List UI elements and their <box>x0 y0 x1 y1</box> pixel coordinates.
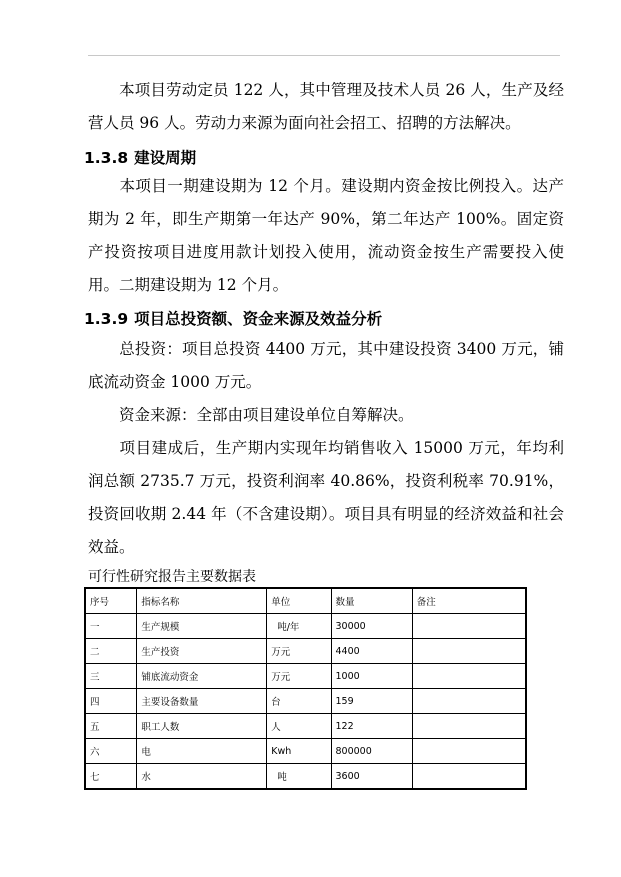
cell-unit: 吨 <box>267 764 331 790</box>
cell-remark <box>412 614 526 639</box>
cell-quantity: 122 <box>331 714 412 739</box>
cell-unit: 万元 <box>267 639 331 664</box>
cell-index: 七 <box>85 764 137 790</box>
table-row <box>85 739 526 764</box>
paragraph-funding-source <box>88 399 564 432</box>
paragraph-funding-source-text: 资金来源：全部由项目建设单位自筹解决。 <box>119 406 414 424</box>
paragraph-total-investment <box>88 333 564 399</box>
cell-remark <box>412 739 526 764</box>
cell-remark <box>412 639 526 664</box>
paragraph-construction <box>88 170 564 302</box>
cell-index: 二 <box>85 639 137 664</box>
cell-indicator: 主要设备数量 <box>137 689 267 714</box>
paragraph-benefit <box>88 432 564 564</box>
header-cell-index: 序号 <box>85 588 137 614</box>
header-rule <box>88 55 560 56</box>
cell-index: 三 <box>85 664 137 689</box>
cell-unit: 万元 <box>267 664 331 689</box>
table-header-row <box>85 588 526 614</box>
heading-title: 项目总投资额、资金来源及效益分析 <box>134 309 383 328</box>
cell-remark <box>412 714 526 739</box>
main-data-table <box>84 587 527 790</box>
paragraph-labor-text: 本项目劳动定员 122 人，其中管理及技术人员 26 人，生产及经营人员 96 人。劳动力来源为面向社会招工、招聘的方法解决。 <box>88 81 564 132</box>
cell-quantity: 1000 <box>331 664 412 689</box>
heading-number: 1.3.9 <box>84 310 129 328</box>
table-row <box>85 639 526 664</box>
cell-unit: Kwh <box>267 739 331 764</box>
cell-remark <box>412 689 526 714</box>
table-row <box>85 689 526 714</box>
heading-number: 1.3.8 <box>84 149 129 167</box>
table-row <box>85 764 526 790</box>
paragraph-construction-text: 本项目一期建设期为 12 个月。建设期内资金按比例投入。达产期为 2 年，即生产期第一年达产 90%，第二年达产 100%。固定资产投资按项目进度用款计划投入使用，流动资金按生产需要投入使用。二期建设期为 12 个月。 <box>88 177 564 294</box>
cell-unit: 台 <box>267 689 331 714</box>
cell-index: 一 <box>85 614 137 639</box>
paragraph-labor <box>88 74 564 140</box>
cell-index: 六 <box>85 739 137 764</box>
table-row <box>85 714 526 739</box>
cell-remark <box>412 764 526 790</box>
header-cell-quantity: 数量 <box>331 588 412 614</box>
header-cell-remark: 备注 <box>412 588 526 614</box>
cell-quantity: 30000 <box>331 614 412 639</box>
cell-quantity: 3600 <box>331 764 412 790</box>
cell-indicator: 铺底流动资金 <box>137 664 267 689</box>
table-title: 可行性研究报告主要数据表 <box>88 569 256 585</box>
header-cell-indicator: 指标名称 <box>137 588 267 614</box>
table-row <box>85 664 526 689</box>
cell-indicator: 生产投资 <box>137 639 267 664</box>
header-cell-unit: 单位 <box>267 588 331 614</box>
table-row <box>85 614 526 639</box>
cell-quantity: 800000 <box>331 739 412 764</box>
heading-construction-period <box>84 143 196 173</box>
paragraph-benefit-text: 项目建成后，生产期内实现年均销售收入 15000 万元，年均利润总额 2735.7 万元，投资利润率 40.86%，投资利税率 70.91%，投资回收期 2.44 年（不含建设期）。项目具有明显的经济效益和社会效益。 <box>88 439 564 556</box>
paragraph-total-investment-text: 总投资：项目总投资 4400 万元，其中建设投资 3400 万元，铺底流动资金 1000 万元。 <box>88 340 564 391</box>
cell-indicator: 水 <box>137 764 267 790</box>
cell-unit: 吨/年 <box>267 614 331 639</box>
cell-remark <box>412 664 526 689</box>
heading-investment-analysis <box>84 304 382 334</box>
cell-indicator: 生产规模 <box>137 614 267 639</box>
cell-index: 四 <box>85 689 137 714</box>
cell-unit: 人 <box>267 714 331 739</box>
cell-quantity: 159 <box>331 689 412 714</box>
cell-indicator: 电 <box>137 739 267 764</box>
cell-index: 五 <box>85 714 137 739</box>
cell-quantity: 4400 <box>331 639 412 664</box>
heading-title: 建设周期 <box>134 148 197 167</box>
cell-indicator: 职工人数 <box>137 714 267 739</box>
